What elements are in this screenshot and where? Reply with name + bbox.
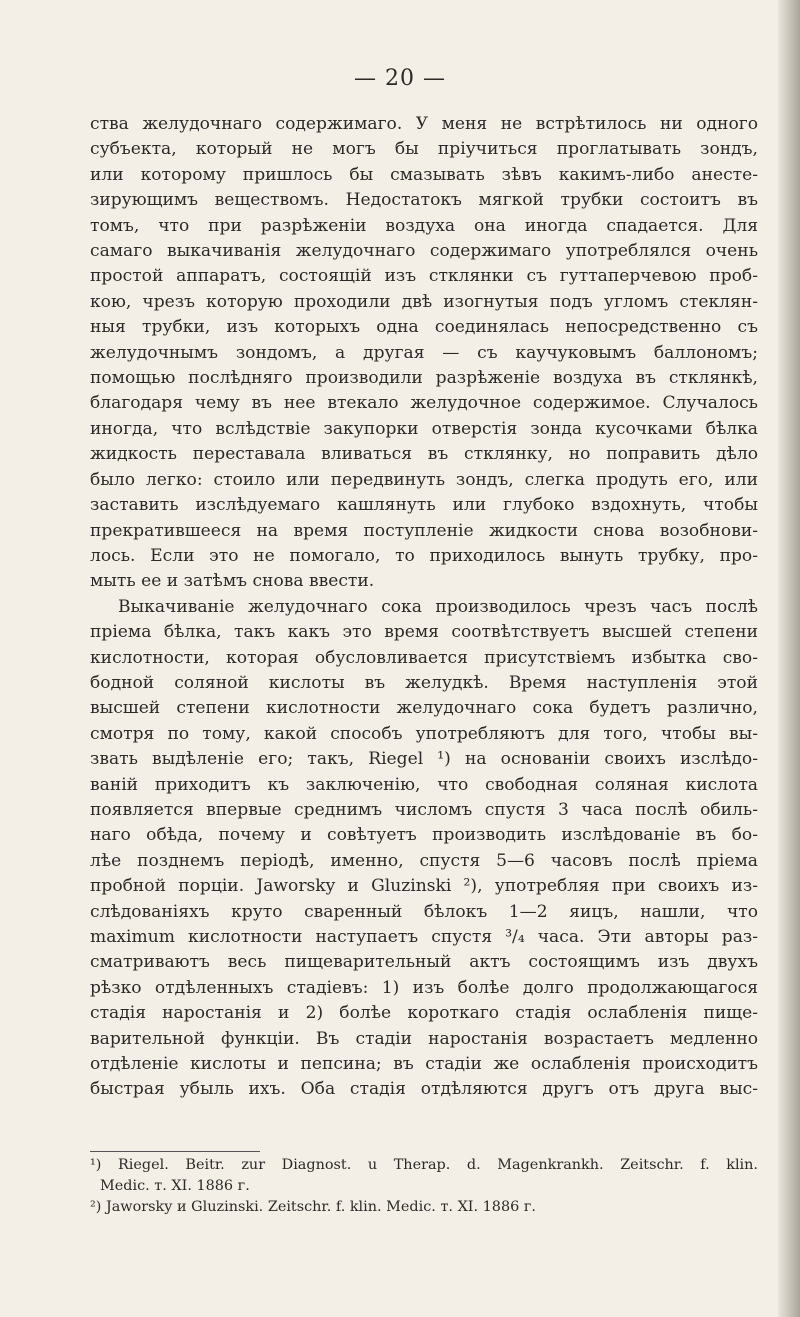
text-line: высшей степени кислотности желудочнаго сока будетъ различно, <box>90 698 758 719</box>
paragraph <box>90 112 758 595</box>
footnote-line: ²) Jaworsky и Gluzinski. Zeitschr. f. klin. Medic. т. XI. 1886 г. <box>90 1199 536 1215</box>
text-line: кислотности, которая обусловливается присутствіемъ избытка сво- <box>90 647 758 668</box>
page-edge-shadow <box>778 0 800 1317</box>
text-line: появляется впервые среднимъ числомъ спустя 3 часа послѣ обиль- <box>90 799 758 820</box>
text-line-last: мыть ее и затѣмъ снова ввести. <box>90 571 375 592</box>
text-line: субъекта, который не могъ бы пріучиться проглатывать зондъ, <box>90 139 758 160</box>
footnote-line: Medic. т. XI. 1886 г. <box>100 1178 250 1194</box>
text-line: стадія наростанія и 2) болѣе короткаго стадія ослабленія пище- <box>90 1003 758 1024</box>
text-line: смотря по тому, какой способъ употребляютъ для того, чтобы вы- <box>90 723 758 744</box>
text-line: ства желудочнаго содержимаго. У меня не встрѣтилось ни одного <box>90 114 758 134</box>
text-line: варительной функціи. Въ стадіи наростанія возрастаетъ медленно <box>90 1028 758 1049</box>
text-line: ваній приходитъ къ заключенію, что свободная соляная кислота <box>90 774 758 795</box>
text-line: наго обѣда, почему и совѣтуетъ производить изслѣдованіе въ бо- <box>90 825 758 846</box>
text-line: кою, чрезъ которую проходили двѣ изогнутыя подъ угломъ стеклян- <box>90 291 758 312</box>
text-line: слѣдованіяхъ круто сваренный бѣлокъ 1—2 яицъ, нашли, что <box>90 901 758 922</box>
text-line: звать выдѣленіе его; такъ, Riegel ¹) на основаніи своихъ изслѣдо- <box>90 749 758 770</box>
text-line: сматриваютъ весь пищеварительный актъ состоящимъ изъ двухъ <box>90 952 758 973</box>
text-line: было легко: стоило или передвинуть зондъ, слегка продуть его, или <box>90 469 758 490</box>
paragraph <box>90 595 758 1103</box>
text-line: лось. Если это не помогало, то приходилось вынуть трубку, про- <box>90 545 758 566</box>
text-line: ныя трубки, изъ которыхъ одна соединялась непосредственно съ <box>90 317 758 338</box>
text-line: помощью послѣдняго производили разрѣженіе воздуха въ стклянкѣ, <box>90 368 758 389</box>
text-line: пробной порціи. Jaworsky и Gluzinski ²), употребляя при своихъ из- <box>90 876 758 897</box>
text-line: или которому пришлось бы смазывать зѣвъ какимъ-либо анесте- <box>90 164 758 185</box>
body-text <box>90 112 758 1103</box>
text-line: maximum кислотности наступаетъ спустя ³/₄ часа. Эти авторы раз- <box>90 927 758 947</box>
footnote-line: ¹) Riegel. Beitr. zur Diagnost. u Therap. d. Magenkrankh. Zeitschr. f. klin. <box>90 1157 758 1173</box>
text-line: благодаря чему въ нее втекало желудочное содержимое. Случалось <box>90 393 758 414</box>
text-line: желудочнымъ зондомъ, а другая — съ каучуковымъ баллономъ; <box>90 342 758 363</box>
page-number: — 20 — <box>354 66 446 91</box>
text-line: пріема бѣлка, такъ какъ это время соотвѣтствуетъ высшей степени <box>90 622 758 643</box>
footnote-divider <box>90 1151 260 1152</box>
text-line: бодной соляной кислоты въ желудкѣ. Время наступленія этой <box>90 672 758 693</box>
text-line: заставить изслѣдуемаго кашлянуть или глубоко вздохнуть, чтобы <box>90 495 758 516</box>
footnotes <box>90 1155 758 1218</box>
text-line: самаго выкачиванія желудочнаго содержимаго употреблялся очень <box>90 241 758 262</box>
text-line: прекратившееся на время поступленіе жидкости снова возобнови- <box>90 520 758 541</box>
text-line: зирующимъ веществомъ. Недостатокъ мягкой трубки состоитъ въ <box>90 190 758 211</box>
text-line: рѣзко отдѣленныхъ стадіевъ: 1) изъ болѣе долго продолжающагося <box>90 977 758 998</box>
text-line: простой аппаратъ, состоящій изъ стклянки съ гуттаперчевою проб- <box>90 266 758 287</box>
text-line: лѣе позднемъ періодѣ, именно, спустя 5—6 часовъ послѣ пріема <box>90 850 758 871</box>
text-line: иногда, что вслѣдствіе закупорки отверстія зонда кусочками бѣлка <box>90 418 758 439</box>
text-line-first: Выкачиваніе желудочнаго сока производилось чрезъ часъ послѣ <box>118 596 758 617</box>
text-line: томъ, что при разрѣженіи воздуха она иногда спадается. Для <box>90 215 758 236</box>
text-line: быстрая убыль ихъ. Оба стадія отдѣляются другъ отъ друга выс- <box>90 1079 758 1100</box>
text-line: жидкость переставала вливаться въ стклянку, но поправить дѣло <box>90 444 758 465</box>
text-line: отдѣленіе кислоты и пепсина; въ стадіи же ослабленія происходитъ <box>90 1054 758 1075</box>
